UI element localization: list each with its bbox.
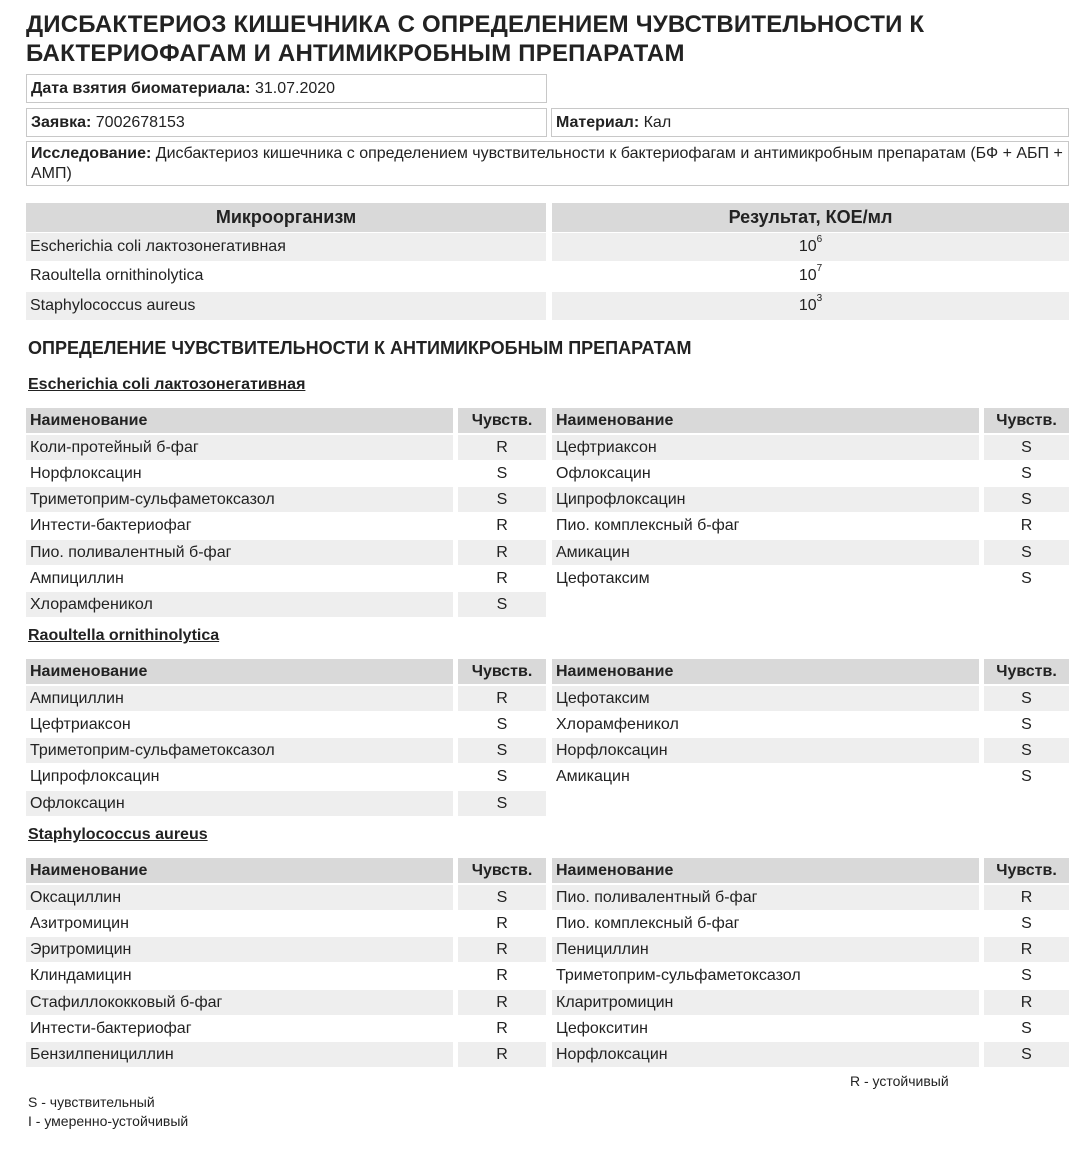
antibiotic-name: Кларитромицин (552, 990, 979, 1015)
antibiotic-name: Бензилпенициллин (26, 1042, 453, 1067)
antibiotic-name: Пио. поливалентный б-фаг (26, 540, 453, 565)
report-title-line2: БАКТЕРИОФАГАМ И АНТИМИКРОБНЫМ ПРЕПАРАТАМ (26, 40, 685, 67)
sensitivity-value: S (458, 738, 546, 763)
antibiotic-name: Норфлоксацин (552, 738, 979, 763)
sensitivity-value: S (984, 1042, 1069, 1067)
antibiotic-name: Цефтриаксон (30, 716, 131, 733)
antibiotic-name: Интести-бактериофаг (30, 517, 192, 534)
results-value-base: 10 (798, 238, 817, 255)
antibiotic-name: Ципрофлоксацин (30, 768, 160, 785)
order-value: 7002678153 (95, 114, 185, 131)
sensitivity-value: R (1020, 517, 1033, 534)
results-row-name: Raoultella ornithinolytica (30, 267, 204, 284)
legend-intermediate: I - умеренно-устойчивый (28, 1113, 189, 1129)
column-header-name: Наименование (26, 408, 453, 433)
sensitivity-value: R (458, 1042, 546, 1067)
sensitivity-value: R (458, 435, 546, 460)
antibiotic-name: Амикацин (556, 768, 630, 785)
column-header-name: Наименование (552, 659, 979, 684)
antibiotic-name: Норфлоксацин (552, 1042, 979, 1067)
sensitivity-value: R (984, 937, 1069, 962)
antibiotic-name: Ампициллин (30, 570, 124, 587)
antibiotic-name: Коли-протейный б-фаг (26, 435, 453, 460)
column-header-sensitivity: Чувств. (458, 858, 546, 883)
antibiotic-name: Пио. комплексный б-фаг (556, 915, 740, 932)
sample-date-value: 31.07.2020 (254, 80, 336, 97)
sensitivity-value: S (1021, 967, 1032, 984)
sensitivity-value: R (496, 517, 508, 534)
material-label: Материал: (556, 114, 640, 131)
results-value-exponent: 3 (816, 293, 823, 304)
antibiotic-name: Норфлоксацин (30, 465, 142, 482)
results-header-microorganism: Микроорганизм (26, 203, 546, 232)
sensitivity-value: S (984, 487, 1069, 512)
sample-date-label: Дата взятия биоматериала: (31, 80, 251, 97)
column-header-sensitivity: Чувств. (458, 659, 546, 684)
antibiotic-name: Цефотаксим (556, 570, 650, 587)
antibiotic-name: Хлорамфеникол (556, 716, 679, 733)
report-title-line1: ДИСБАКТЕРИОЗ КИШЕЧНИКА С ОПРЕДЕЛЕНИЕМ ЧУВСТВИТЕЛЬНОСТИ К (26, 11, 925, 38)
sensitivity-value: S (984, 738, 1069, 763)
antibiotic-name: Интести-бактериофаг (30, 1020, 192, 1037)
sensitivity-value: S (458, 592, 546, 617)
antibiotic-name: Ципрофлоксацин (552, 487, 979, 512)
sensitivity-value: R (458, 990, 546, 1015)
results-header-result: Результат, КОЕ/мл (552, 203, 1069, 232)
sensitivity-value: S (984, 435, 1069, 460)
antibiotic-name: Цефокситин (556, 1020, 649, 1037)
antibiotic-name: Оксациллин (26, 885, 453, 910)
sensitivity-value: R (496, 1020, 508, 1037)
sensitivity-value: S (1021, 1020, 1032, 1037)
column-header-name: Наименование (26, 659, 453, 684)
organism-title: Staphylococcus aureus (28, 826, 208, 843)
sensitivity-value: S (984, 686, 1069, 711)
column-header-sensitivity: Чувств. (458, 408, 546, 433)
sensitivity-value: R (984, 990, 1069, 1015)
sensitivity-value: S (458, 487, 546, 512)
antibiotic-name: Пенициллин (552, 937, 979, 962)
study-value: Дисбактериоз кишечника с определением чувствительности к бактериофагам и антимикробным препаратам (БФ + АБП + АМП) (31, 145, 1063, 182)
antibiotic-name: Офлоксацин (556, 465, 651, 482)
column-header-name: Наименование (26, 858, 453, 883)
sensitivity-value: S (1021, 915, 1032, 932)
organism-title: Escherichia coli лактозонегативная (28, 376, 306, 393)
sensitivity-value: S (458, 885, 546, 910)
legend-sensitive: S - чувствительный (28, 1094, 155, 1110)
antibiotic-name: Цефотаксим (552, 686, 979, 711)
results-row-value (552, 233, 1069, 261)
sensitivity-value: S (984, 540, 1069, 565)
antibiotic-name: Эритромицин (26, 937, 453, 962)
antibiotic-name: Пио. поливалентный б-фаг (552, 885, 979, 910)
antibiotic-name: Клиндамицин (30, 967, 132, 984)
sensitivity-value: S (1021, 768, 1032, 785)
order-label: Заявка: (31, 114, 92, 131)
results-value-base: 10 (798, 267, 817, 284)
results-row-name: Staphylococcus aureus (26, 292, 546, 320)
sensitivity-section-title: ОПРЕДЕЛЕНИЕ ЧУВСТВИТЕЛЬНОСТИ К АНТИМИКРОБНЫМ ПРЕПАРАТАМ (28, 338, 692, 358)
antibiotic-name: Офлоксацин (26, 791, 453, 816)
column-header-sensitivity: Чувств. (984, 858, 1069, 883)
antibiotic-name: Амикацин (552, 540, 979, 565)
antibiotic-name: Пио. комплексный б-фаг (556, 517, 740, 534)
sample-date-box (26, 74, 547, 103)
antibiotic-name: Цефтриаксон (552, 435, 979, 460)
column-header-name: Наименование (552, 858, 979, 883)
sensitivity-value: R (496, 967, 508, 984)
antibiotic-name: Стафиллококковый б-фаг (26, 990, 453, 1015)
legend-resistant: R - устойчивый (850, 1073, 949, 1089)
sensitivity-value: R (984, 885, 1069, 910)
column-header-sensitivity: Чувств. (984, 659, 1069, 684)
antibiotic-name: Хлорамфеникол (26, 592, 453, 617)
material-value: Кал (643, 114, 672, 131)
antibiotic-name: Ампициллин (26, 686, 453, 711)
antibiotic-name: Триметоприм-сульфаметоксазол (26, 487, 453, 512)
study-label: Исследование: (31, 145, 152, 162)
sensitivity-value: R (458, 937, 546, 962)
sensitivity-value: S (496, 716, 508, 733)
organism-title: Raoultella ornithinolytica (28, 627, 220, 644)
report-title (26, 10, 1066, 68)
column-header-name: Наименование (552, 408, 979, 433)
results-row-value (552, 292, 1069, 320)
study-box (26, 141, 1069, 186)
sensitivity-value: R (458, 686, 546, 711)
column-header-sensitivity: Чувств. (984, 408, 1069, 433)
sensitivity-value: S (1021, 716, 1032, 733)
sensitivity-value: S (496, 465, 508, 482)
order-box (26, 108, 547, 137)
sensitivity-value: R (496, 570, 508, 587)
sensitivity-value: R (496, 915, 508, 932)
sensitivity-value: S (1021, 465, 1032, 482)
sensitivity-value: S (496, 768, 508, 785)
sensitivity-value: R (458, 540, 546, 565)
results-value-exponent: 7 (816, 263, 823, 274)
antibiotic-name: Триметоприм-сульфаметоксазол (26, 738, 453, 763)
antibiotic-name: Азитромицин (30, 915, 129, 932)
sensitivity-value: S (1021, 570, 1032, 587)
sensitivity-value: S (458, 791, 546, 816)
material-box (551, 108, 1069, 137)
results-value-base: 10 (798, 297, 817, 314)
antibiotic-name: Триметоприм-сульфаметоксазол (556, 967, 801, 984)
results-row-value (552, 262, 1069, 290)
results-row-name: Escherichia coli лактозонегативная (26, 233, 546, 261)
results-value-exponent: 6 (816, 234, 823, 245)
